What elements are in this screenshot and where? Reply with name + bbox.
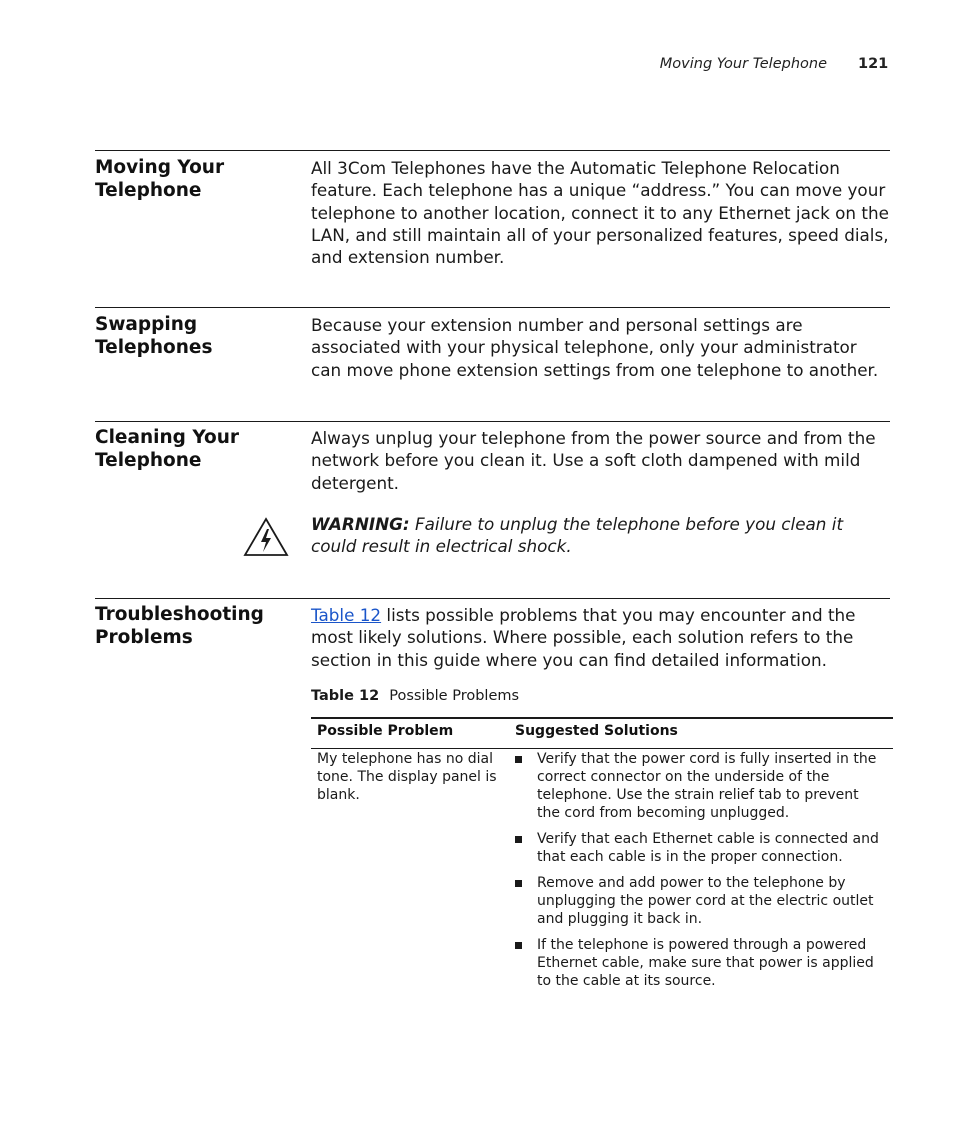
warning-label: WARNING: — [311, 514, 410, 534]
section-body-moving: All 3Com Telephones have the Automatic Telephone Relocation feature. Each telephone has a unique “address.” You can move your telephone to another location, connect it to any Ethernet jack on the LAN, and still maintain all of your personalized features, speed dials, and extension number. — [311, 158, 889, 268]
page-number: 121 — [858, 56, 889, 72]
table-caption-text: Possible Problems — [389, 688, 520, 704]
electrical-hazard-warning-icon — [243, 517, 289, 557]
bullet-icon — [515, 880, 522, 887]
table-caption — [311, 688, 519, 704]
section-title-cleaning: Cleaning Your Telephone — [95, 427, 240, 471]
table-header-rule — [311, 748, 893, 749]
section-title-swapping: Swapping Telephones — [95, 314, 213, 358]
bullet-icon — [515, 942, 522, 949]
table-header-solutions: Suggested Solutions — [515, 723, 678, 739]
section-body-cleaning: Always unplug your telephone from the power source and from the network before you clean it. Use a soft cloth dampened with mild detergent. — [311, 428, 876, 493]
list-item: Verify that the power cord is fully inserted in the correct connector on the underside of the telephone. Use the strain relief tab to prevent the cord from becoming unplugged. — [515, 750, 885, 822]
section-body-troubleshooting: Table 12 lists possible problems that you may encounter and the most likely solutions. Where possible, each solution refers to the section in this guide where you can find detailed information. — [311, 605, 856, 670]
bullet-icon — [515, 836, 522, 843]
section-divider — [95, 307, 890, 308]
table-cell-problem: My telephone has no dial tone. The display panel is blank. — [317, 751, 497, 803]
solutions-list — [515, 750, 885, 998]
section-divider — [95, 150, 890, 151]
running-header — [0, 56, 954, 76]
warning-text: Failure to unplug the telephone before you clean it could result in electrical shock. — [311, 514, 844, 557]
list-item: Remove and add power to the telephone by unplugging the power cord at the electric outlet and plugging it back in. — [515, 874, 885, 928]
section-divider — [95, 598, 890, 599]
warning-note — [311, 513, 891, 558]
list-item: Verify that each Ethernet cable is connected and that each cable is in the proper connection. — [515, 830, 885, 866]
bullet-icon — [515, 756, 522, 763]
running-header-title: Moving Your Telephone — [659, 56, 827, 72]
table-12-link[interactable]: Table 12 — [311, 605, 382, 625]
table-top-rule — [311, 717, 893, 719]
section-body-swapping: Because your extension number and personal settings are associated with your physical telephone, only your administrator can move phone extension settings from one telephone to another. — [311, 315, 879, 380]
list-item: If the telephone is powered through a powered Ethernet cable, make sure that power is applied to the cable at its source. — [515, 936, 885, 990]
section-divider — [95, 421, 890, 422]
section-title-moving: Moving Your Telephone — [95, 157, 225, 201]
section-title-troubleshooting: Troubleshooting Problems — [95, 604, 264, 648]
table-header-problem: Possible Problem — [317, 723, 454, 739]
table-caption-label: Table 12 — [311, 688, 380, 704]
